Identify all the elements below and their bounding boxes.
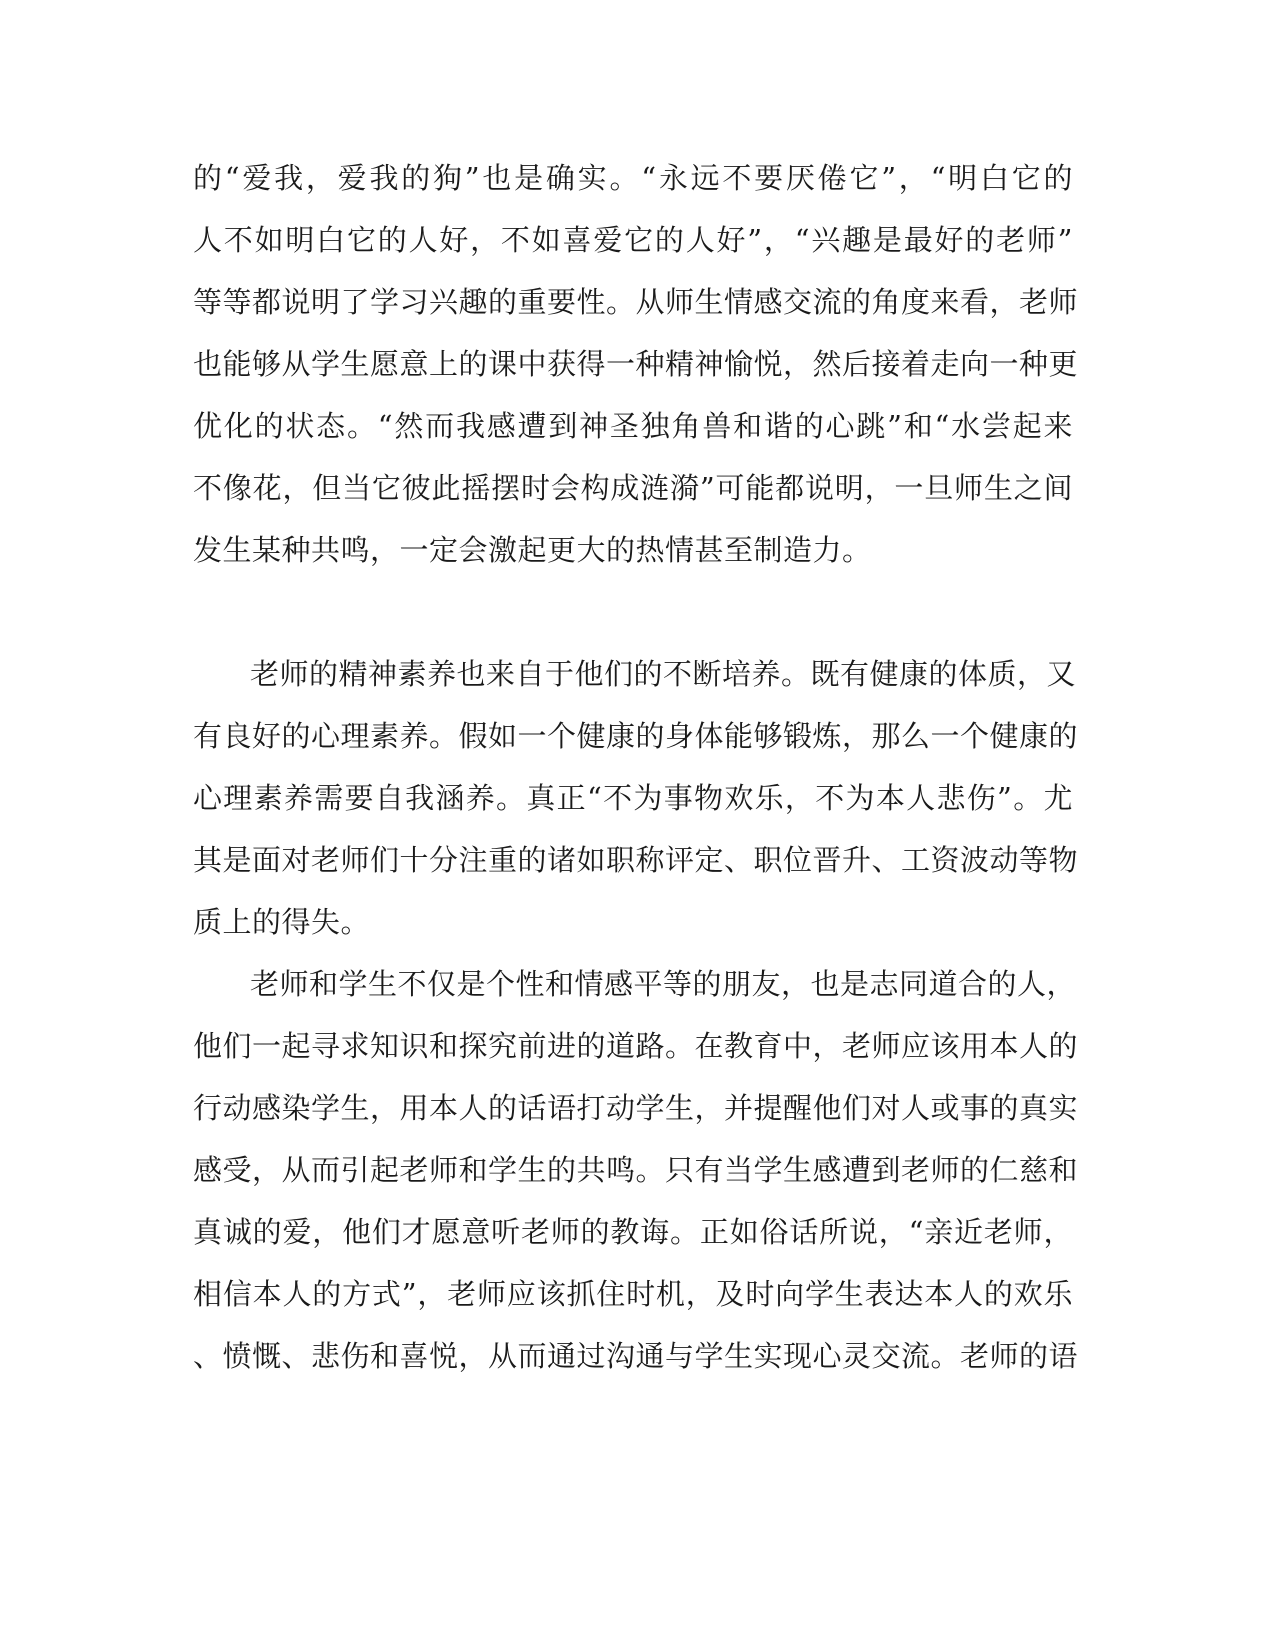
text-line: 人不如明白它的人好，不如喜爱它的人好”，“兴趣是最好的老师” (193, 223, 1073, 257)
text-line: 质上的得失。 (193, 905, 371, 939)
text-line: 老师的精神素养也来自于他们的不断培养。既有健康的体质，又 (250, 657, 1077, 691)
text-line: 等等都说明了学习兴趣的重要性。从师生情感交流的角度来看，老师 (193, 285, 1079, 319)
text-line: 优化的状态。“然而我感遭到神圣独角兽和谐的心跳”和“水尝起来 (193, 409, 1073, 443)
text-line: 的“爱我，爱我的狗”也是确实。“永远不要厌倦它”，“明白它的 (193, 161, 1073, 195)
text-line: 也能够从学生愿意上的课中获得一种精神愉悦，然后接着走向一种更 (193, 347, 1079, 381)
text-line: 行动感染学生，用本人的话语打动学生，并提醒他们对人或事的真实 (193, 1091, 1079, 1125)
text-line: 有良好的心理素养。假如一个健康的身体能够锻炼，那么一个健康的 (193, 719, 1079, 753)
text-line: 不像花，但当它彼此摇摆时会构成涟漪”可能都说明，一旦师生之间 (193, 471, 1073, 505)
text-line: 、愤慨、悲伤和喜悦，从而通过沟通与学生实现心灵交流。老师的语 (193, 1339, 1079, 1373)
text-line: 真诚的爱，他们才愿意听老师的教诲。正如俗话所说，“亲近老师， (193, 1215, 1073, 1249)
text-line: 心理素养需要自我涵养。真正“不为事物欢乐，不为本人悲伤”。尤 (193, 781, 1073, 815)
text-line: 感受，从而引起老师和学生的共鸣。只有当学生感遭到老师的仁慈和 (193, 1153, 1079, 1187)
text-line: 老师和学生不仅是个性和情感平等的朋友，也是志同道合的人， (250, 967, 1077, 1001)
text-line: 发生某种共鸣，一定会激起更大的热情甚至制造力。 (193, 533, 872, 567)
text-line: 其是面对老师们十分注重的诸如职称评定、职位晋升、工资波动等物 (193, 843, 1079, 877)
text-line: 他们一起寻求知识和探究前进的道路。在教育中，老师应该用本人的 (193, 1029, 1079, 1063)
text-line: 相信本人的方式”，老师应该抓住时机，及时向学生表达本人的欢乐 (193, 1277, 1073, 1311)
